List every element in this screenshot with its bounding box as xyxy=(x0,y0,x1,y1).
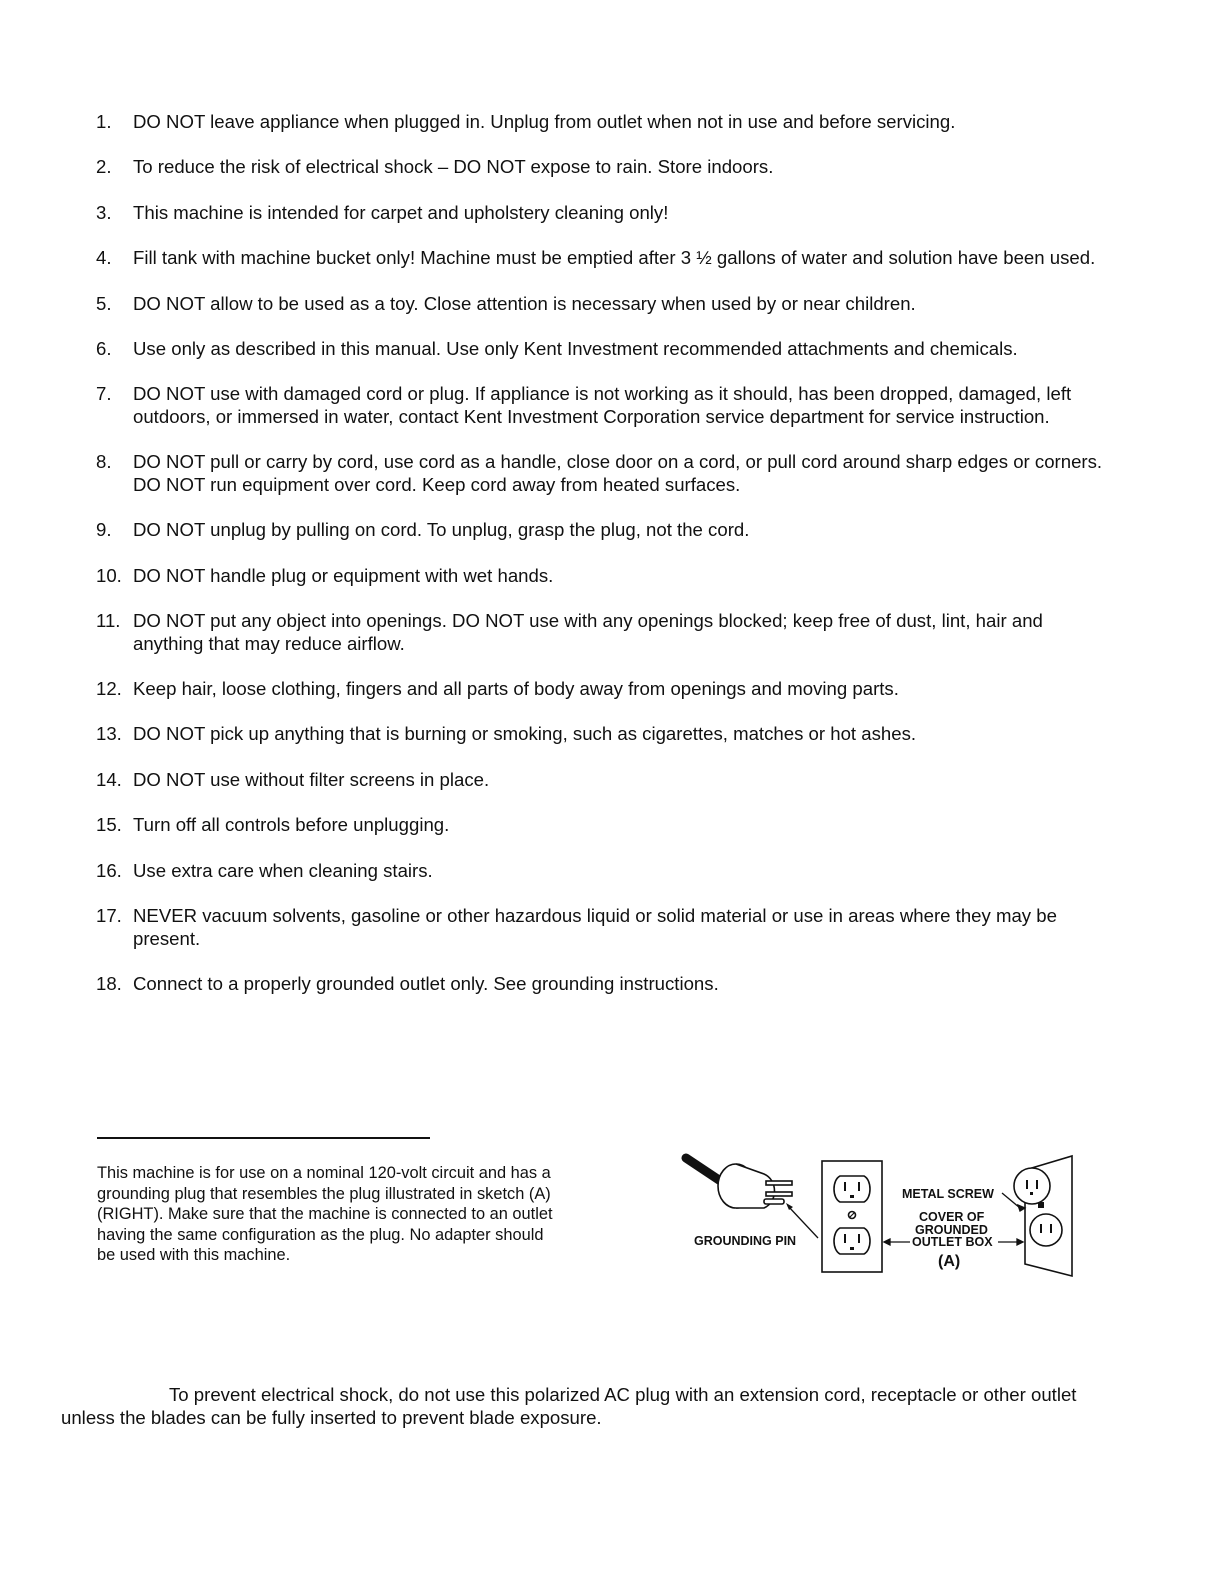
instruction-text: DO NOT pull or carry by cord, use cord as a handle, close door on a cord, or pull cord around sharp edges or corners. DO NOT run equipment over cord. Keep cord away from heated surfaces. xyxy=(133,451,1103,495)
instruction-item xyxy=(96,451,1116,496)
instruction-item xyxy=(96,338,1116,361)
instruction-text: DO NOT use without filter screens in place. xyxy=(133,768,490,790)
instruction-item xyxy=(96,156,1116,179)
plug-cord xyxy=(686,1158,722,1182)
instruction-item xyxy=(96,610,1116,655)
instruction-text: Use only as described in this manual. Use only Kent Investment recommended attachments and chemicals. xyxy=(133,337,1018,359)
cover-label-line1: COVER OF xyxy=(919,1210,985,1224)
duplex-outlet xyxy=(822,1161,882,1272)
polarized-plug-warning: To prevent electrical shock, do not use this polarized AC plug with an extension cord, receptacle or other outlet unless the blades can be fully inserted to prevent blade exposure. xyxy=(61,1384,1077,1428)
instruction-text: To reduce the risk of electrical shock – DO NOT expose to rain. Store indoors. xyxy=(133,156,774,178)
instruction-number: 9. xyxy=(96,519,112,541)
instruction-text: DO NOT put any object into openings. DO NOT use with any openings blocked; keep free of dust, lint, hair and anything that may reduce airflow. xyxy=(133,610,1043,654)
instruction-item xyxy=(96,565,1116,588)
instruction-number: 14. xyxy=(96,768,122,790)
instruction-text: DO NOT use with damaged cord or plug. If appliance is not working as it should, has been dropped, damaged, left outdoors, or immersed in water, contact Kent Investment Corporation service department for service instruction. xyxy=(133,383,1072,427)
instruction-item xyxy=(96,293,1116,316)
instruction-item xyxy=(96,905,1116,950)
instruction-number: 11. xyxy=(96,610,121,632)
cover-label-line3: OUTLET BOX xyxy=(912,1235,993,1249)
instruction-item xyxy=(96,973,1116,996)
instruction-text: DO NOT handle plug or equipment with wet hands. xyxy=(133,564,554,586)
metal-screw-label: METAL SCREW xyxy=(902,1187,994,1201)
instruction-text: DO NOT pick up anything that is burning or smoking, such as cigarettes, matches or hot ashes. xyxy=(133,723,917,745)
instruction-text: DO NOT allow to be used as a toy. Close attention is necessary when used by or near children. xyxy=(133,292,916,314)
instruction-item xyxy=(96,383,1116,428)
instruction-number: 10. xyxy=(96,564,122,586)
instruction-number: 13. xyxy=(96,723,122,745)
instruction-number: 2. xyxy=(96,156,112,178)
instruction-text: DO NOT leave appliance when plugged in. Unplug from outlet when not in use and before servicing. xyxy=(133,111,956,132)
instruction-text: DO NOT unplug by pulling on cord. To unplug, grasp the plug, not the cord. xyxy=(133,519,750,541)
instruction-item xyxy=(96,860,1116,883)
instruction-item xyxy=(96,814,1116,837)
instruction-item xyxy=(96,723,1116,746)
instruction-number: 4. xyxy=(96,247,112,269)
instruction-text: This machine is intended for carpet and upholstery cleaning only! xyxy=(133,201,669,223)
instruction-text: Use extra care when cleaning stairs. xyxy=(133,859,433,881)
instruction-text: NEVER vacuum solvents, gasoline or other hazardous liquid or solid material or use in areas where they may be present. xyxy=(133,905,1057,949)
instruction-number: 1. xyxy=(96,111,112,132)
instruction-number: 5. xyxy=(96,292,112,314)
instruction-number: 17. xyxy=(96,905,122,927)
instruction-number: 18. xyxy=(96,973,122,995)
cover-label-line2: GROUNDED xyxy=(915,1223,988,1237)
grounding-pin-label: GROUNDING PIN xyxy=(694,1234,797,1248)
instruction-item xyxy=(96,111,1116,134)
instruction-number: 6. xyxy=(96,337,112,359)
instruction-text: Connect to a properly grounded outlet only. See grounding instructions. xyxy=(133,973,719,995)
three-prong-plug xyxy=(718,1164,792,1208)
instruction-number: 3. xyxy=(96,201,112,223)
instruction-item xyxy=(96,519,1116,542)
instruction-item xyxy=(96,678,1116,701)
instruction-number: 8. xyxy=(96,451,112,473)
instruction-text: Keep hair, loose clothing, fingers and all parts of body away from openings and moving parts. xyxy=(133,678,899,700)
instruction-item xyxy=(96,202,1116,225)
instruction-text: Fill tank with machine bucket only! Machine must be emptied after 3 ½ gallons of water and solution have been used. xyxy=(133,247,1096,269)
instruction-number: 12. xyxy=(96,678,122,700)
grounding-plug-diagram xyxy=(680,1148,1080,1283)
section-divider xyxy=(97,1137,430,1139)
instruction-number: 16. xyxy=(96,859,122,881)
instruction-text: Turn off all controls before unplugging. xyxy=(133,814,450,836)
grounding-instructions-text: This machine is for use on a nominal 120-volt circuit and has a grounding plug that resembles the plug illustrated in sketch (A) (RIGHT). Make sure that the machine is connected to an outlet having the same configuration as the plug. No adapter should be used with this machine. xyxy=(97,1164,553,1265)
instruction-number: 7. xyxy=(96,383,112,405)
instruction-item xyxy=(96,247,1116,270)
instruction-number: 15. xyxy=(96,814,122,836)
grounded-outlet-box xyxy=(1014,1156,1072,1276)
sketch-label: (A) xyxy=(938,1253,961,1270)
safety-instructions-list xyxy=(96,111,1116,1018)
instruction-item xyxy=(96,769,1116,792)
